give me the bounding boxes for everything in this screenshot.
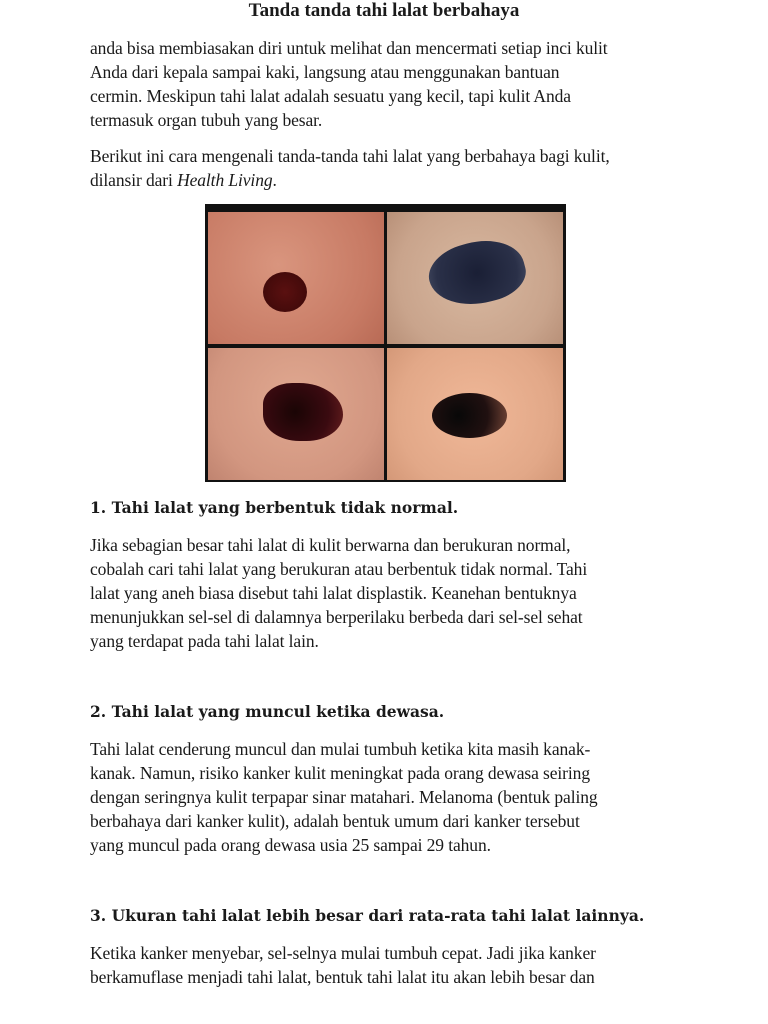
mole-shape <box>263 272 307 312</box>
text-line: yang muncul pada orang dewasa usia 25 sampai 29 tahun. <box>90 835 491 855</box>
section-paragraph-3 <box>90 941 596 989</box>
text-line: berkamuflase menjadi tahi lalat, bentuk tahi lalat itu akan lebih besar dan <box>90 967 595 987</box>
text-line: cobalah cari tahi lalat yang berukuran atau berbentuk tidak normal. Tahi <box>90 559 588 579</box>
mole-shape <box>423 231 532 316</box>
mole-photo-4 <box>387 348 563 480</box>
text-line: Ketika kanker menyebar, sel-selnya mulai tumbuh cepat. Jadi jika kanker <box>90 943 596 963</box>
section-paragraph-1 <box>90 533 587 653</box>
text-line: Berikut ini cara mengenali tanda-tanda tahi lalat yang berbahaya bagi kulit, <box>90 146 610 166</box>
text-line: Anda dari kepala sampai kaki, langsung atau menggunakan bantuan <box>90 62 560 82</box>
section-heading-2: 2. Tahi lalat yang muncul ketika dewasa. <box>90 702 445 721</box>
text-line: cermin. Meskipun tahi lalat adalah sesuatu yang kecil, tapi kulit Anda <box>90 86 571 106</box>
text: dilansir dari <box>90 170 178 190</box>
mole-photo-2 <box>387 212 563 344</box>
text-line: berbahaya dari kanker kulit), adalah bentuk umum dari kanker tersebut <box>90 811 580 831</box>
text-line: lalat yang aneh biasa disebut tahi lalat displastik. Keanehan bentuknya <box>90 583 577 603</box>
section-heading-1: 1. Tahi lalat yang berbentuk tidak normal. <box>90 498 459 517</box>
mole-shape <box>432 393 507 438</box>
mole-photo-grid <box>205 204 566 482</box>
text: . <box>272 170 277 190</box>
document-title: Tanda tanda tahi lalat berbahaya <box>248 0 520 21</box>
section-paragraph-2 <box>90 737 598 857</box>
section-heading-3: 3. Ukuran tahi lalat lebih besar dari rata-rata tahi lalat lainnya. <box>90 906 645 925</box>
text-line: anda bisa membiasakan diri untuk melihat dan mencermati setiap inci kulit <box>90 38 608 58</box>
text-line: Tahi lalat cenderung muncul dan mulai tumbuh ketika kita masih kanak- <box>90 739 591 759</box>
intro-paragraph <box>90 36 608 132</box>
text-line: dengan seringnya kulit terpapar sinar matahari. Melanoma (bentuk paling <box>90 787 598 807</box>
text-line: kanak. Namun, risiko kanker kulit meningkat pada orang dewasa seiring <box>90 763 590 783</box>
mole-photo-3 <box>208 348 384 480</box>
mole-shape <box>263 383 343 441</box>
mole-photo-1 <box>208 212 384 344</box>
source-paragraph <box>90 144 610 192</box>
source-name: Health Living <box>177 170 273 190</box>
text-line: Jika sebagian besar tahi lalat di kulit berwarna dan berukuran normal, <box>90 535 571 555</box>
text-line: menunjukkan sel-sel di dalamnya berperilaku berbeda dari sel-sel sehat <box>90 607 583 627</box>
text-line: yang terdapat pada tahi lalat lain. <box>90 631 319 651</box>
text-line <box>90 168 610 192</box>
text-line: termasuk organ tubuh yang besar. <box>90 110 323 130</box>
